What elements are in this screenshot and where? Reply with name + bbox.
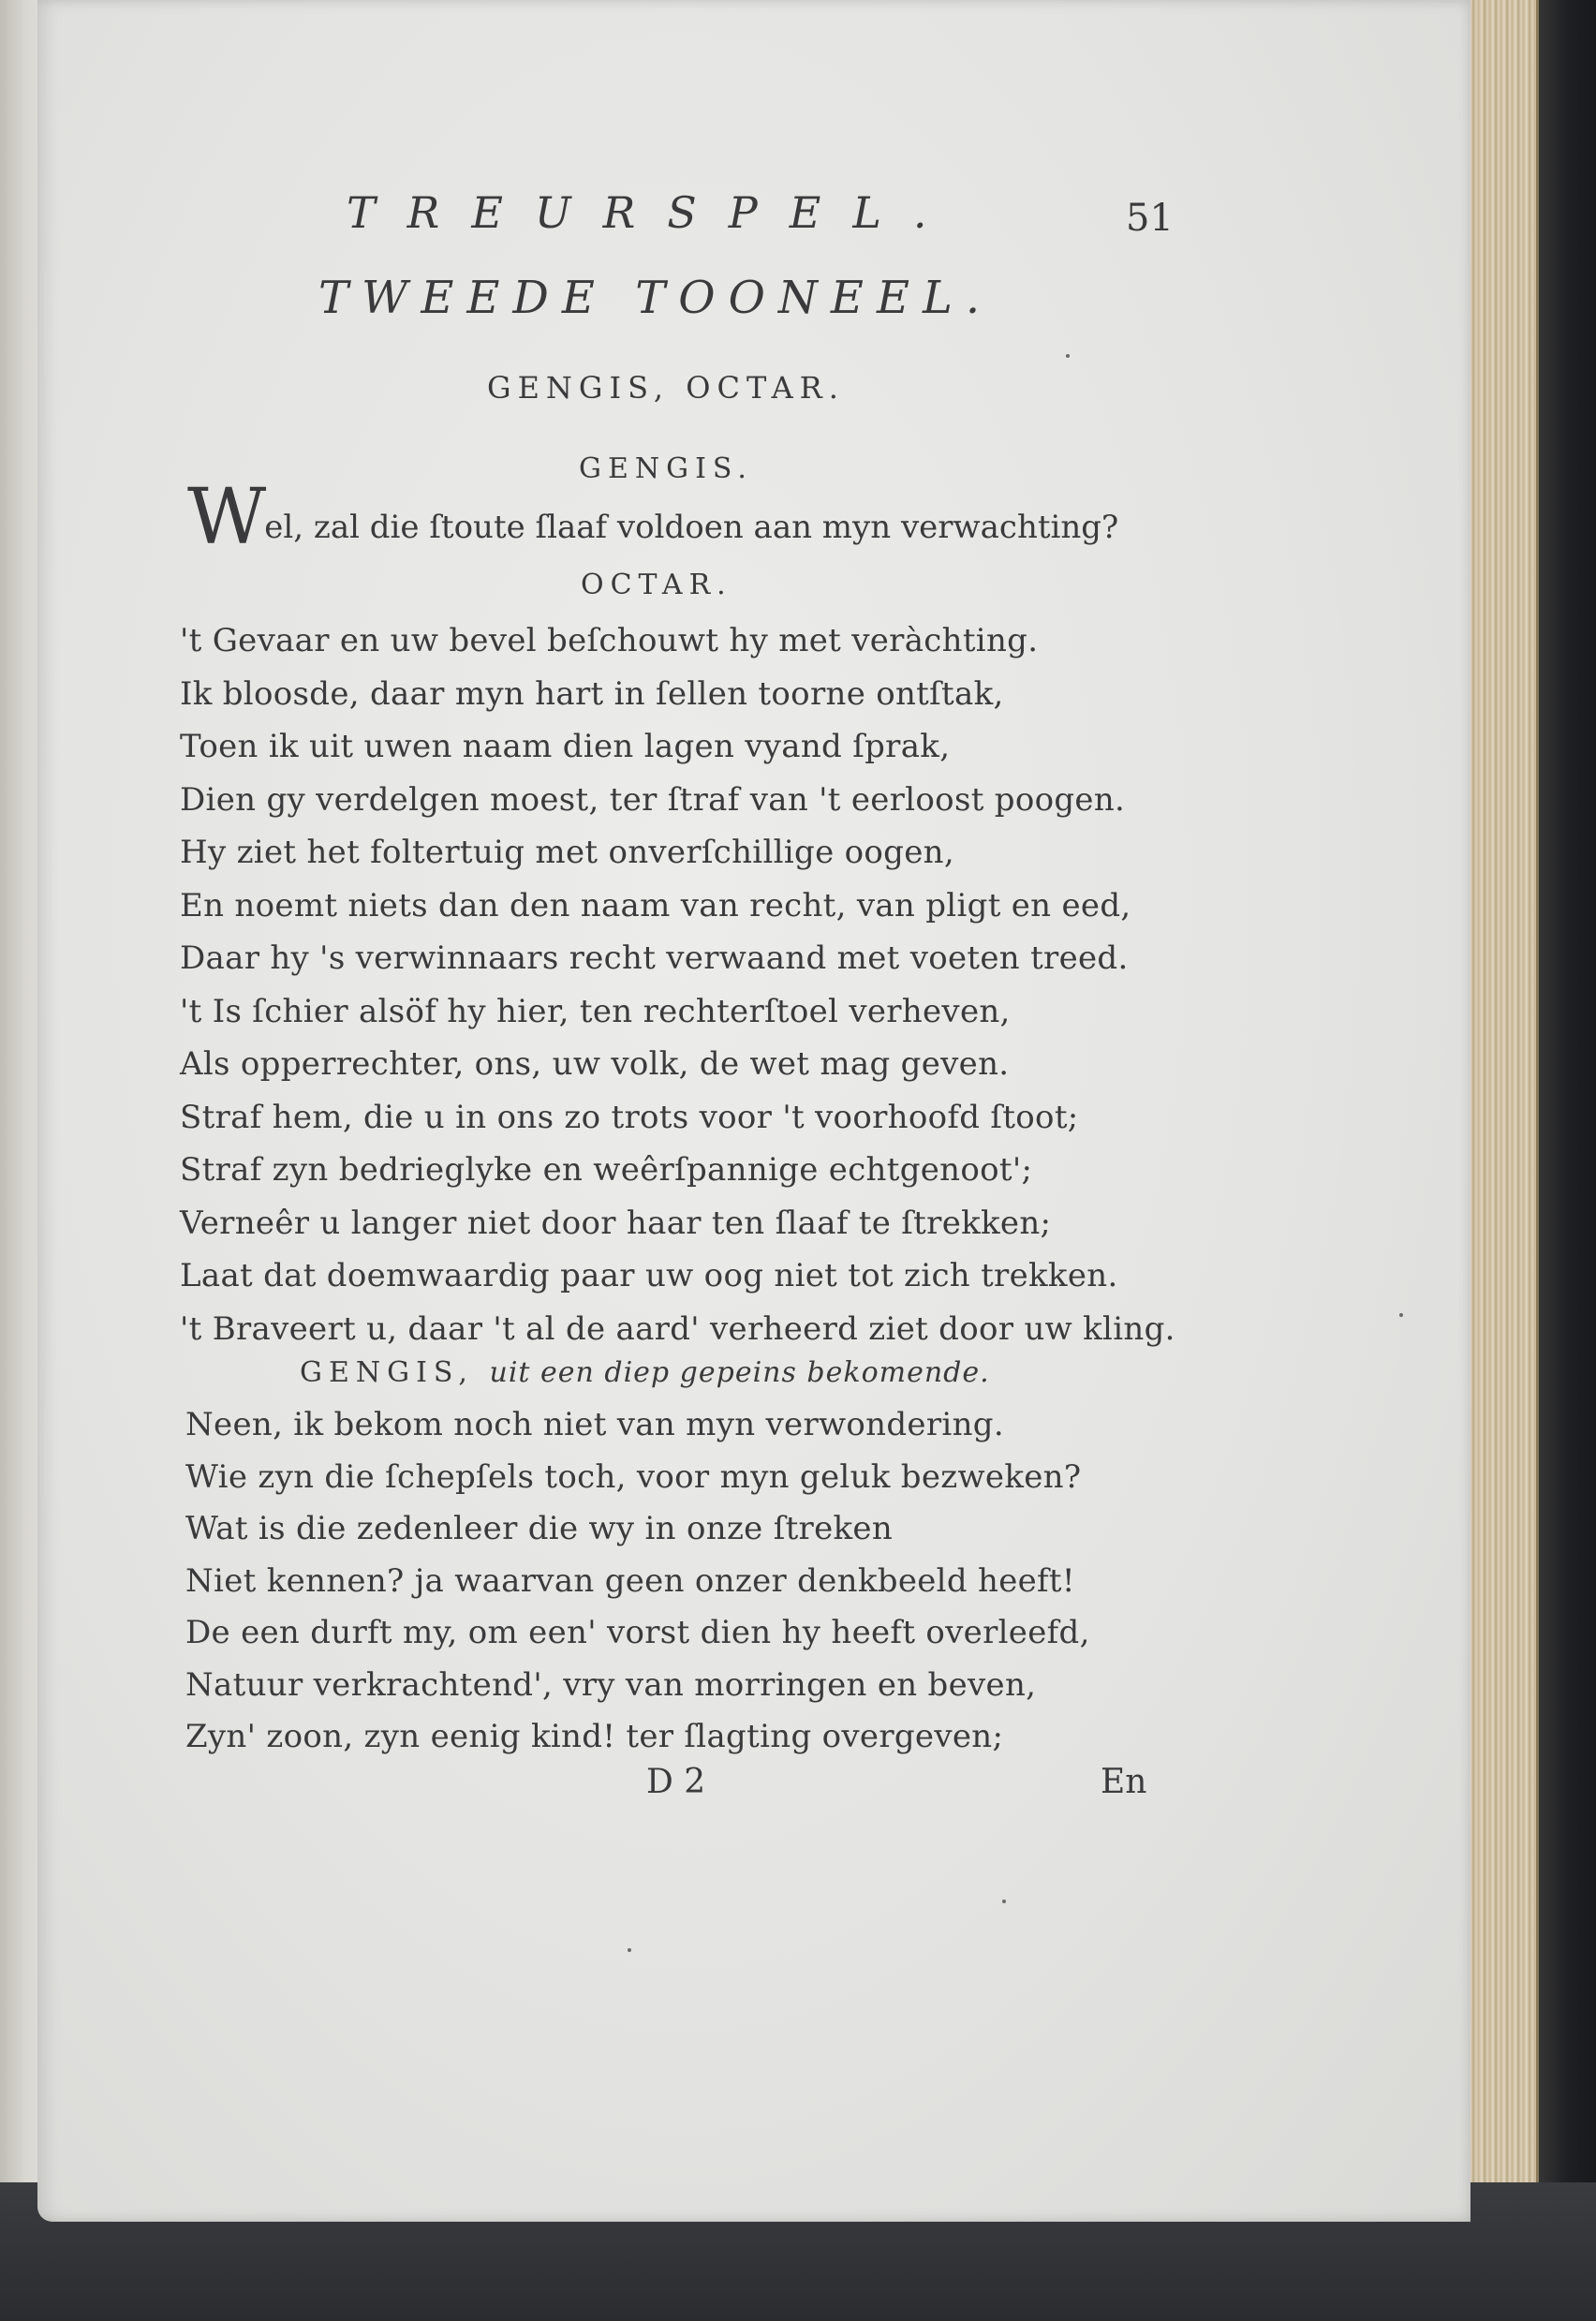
scene-title: TWEEDE TOONEEL. <box>318 272 994 324</box>
speaker-gengis: GENGIS. <box>579 452 753 485</box>
verse-line: Ik bloosde, daar myn hart in ſellen toorne ontſtak, <box>180 674 1004 713</box>
running-title: TREURSPEL. <box>347 187 959 238</box>
book-page <box>37 0 1470 2222</box>
drop-cap: W <box>187 473 265 562</box>
signature-mark: D 2 <box>646 1763 706 1801</box>
verse-line: Laat dat doemwaardig paar uw oog niet tot zich trekken. <box>180 1257 1118 1294</box>
verse-line: 't Is ſchier alsöf hy hier, ten rechterſtoel verheven, <box>180 992 1011 1030</box>
verse-line: En noemt niets dan den naam van recht, van pligt en eed, <box>180 886 1131 924</box>
verse-line: Wat is die zedenleer die wy in onze ſtreken <box>185 1510 894 1547</box>
catchword: En <box>1101 1763 1147 1801</box>
stage-direction: uit een diep gepeins bekomende. <box>489 1356 990 1389</box>
verse-line-text: el, zal die ſtoute ſlaaf voldoen aan myn verwachting? <box>264 509 1119 546</box>
foxing-speck <box>1066 354 1070 358</box>
verse-line: Hy ziet het foltertuig met onverſchillige oogen, <box>180 834 954 871</box>
verse-line: Neen, ik bekom noch niet van myn verwondering. <box>185 1406 1004 1443</box>
verse-line <box>187 473 1119 562</box>
verse-line: Natuur verkrachtend', vry van morringen en beven, <box>185 1665 1037 1704</box>
verse-line: Daar hy 's verwinnaars recht verwaand met voeten treed. <box>180 939 1129 977</box>
verse-line: Dien gy verdelgen moest, ter ſtraf van 't eerloost poogen. <box>180 780 1126 819</box>
cast-list: GENGIS, OCTAR. <box>487 370 845 406</box>
verse-line: Toen ik uit uwen naam dien lagen vyand ſprak, <box>180 728 951 765</box>
gengis-speech <box>185 1399 1178 1764</box>
octar-speech <box>180 614 1173 1355</box>
verse-line: Verneêr u langer niet door haar ten ſlaaf te ſtrekken; <box>180 1204 1052 1242</box>
verse-line: Straf hem, die u in ons zo trots voor 't voorhoofd ſtoot; <box>180 1098 1079 1136</box>
verse-line: Niet kennen? ja waarvan geen onzer denkbeeld heeft! <box>185 1561 1075 1600</box>
speaker-gengis-direction <box>300 1356 990 1389</box>
speaker-octar: OCTAR. <box>581 569 732 601</box>
speaker-name: GENGIS, <box>300 1356 474 1389</box>
foxing-speck <box>1002 1900 1006 1903</box>
verse-line: Wie zyn die ſchepſels toch, voor myn geluk bezweken? <box>185 1457 1082 1496</box>
page-number: 51 <box>1126 197 1174 240</box>
verse-line: Straf zyn bedrieglyke en weêrſpannige echtgenoot'; <box>180 1151 1033 1189</box>
foxing-speck <box>1399 1313 1403 1317</box>
verse-line: Als opperrechter, ons, uw volk, de wet mag geven. <box>180 1045 1010 1083</box>
verse-line: 't Gevaar en uw bevel beſchouwt hy met veràchting. <box>180 622 1039 659</box>
verse-line: De een durft my, om een' vorst dien hy heeft overleefd, <box>185 1614 1090 1651</box>
verse-line: 't Braveert u, daar 't al de aard' verheerd ziet door uw kling. <box>180 1309 1175 1348</box>
verse-line: Zyn' zoon, zyn eenig kind! ter ſlagting overgeven; <box>185 1718 1004 1755</box>
foxing-speck <box>628 1948 631 1952</box>
